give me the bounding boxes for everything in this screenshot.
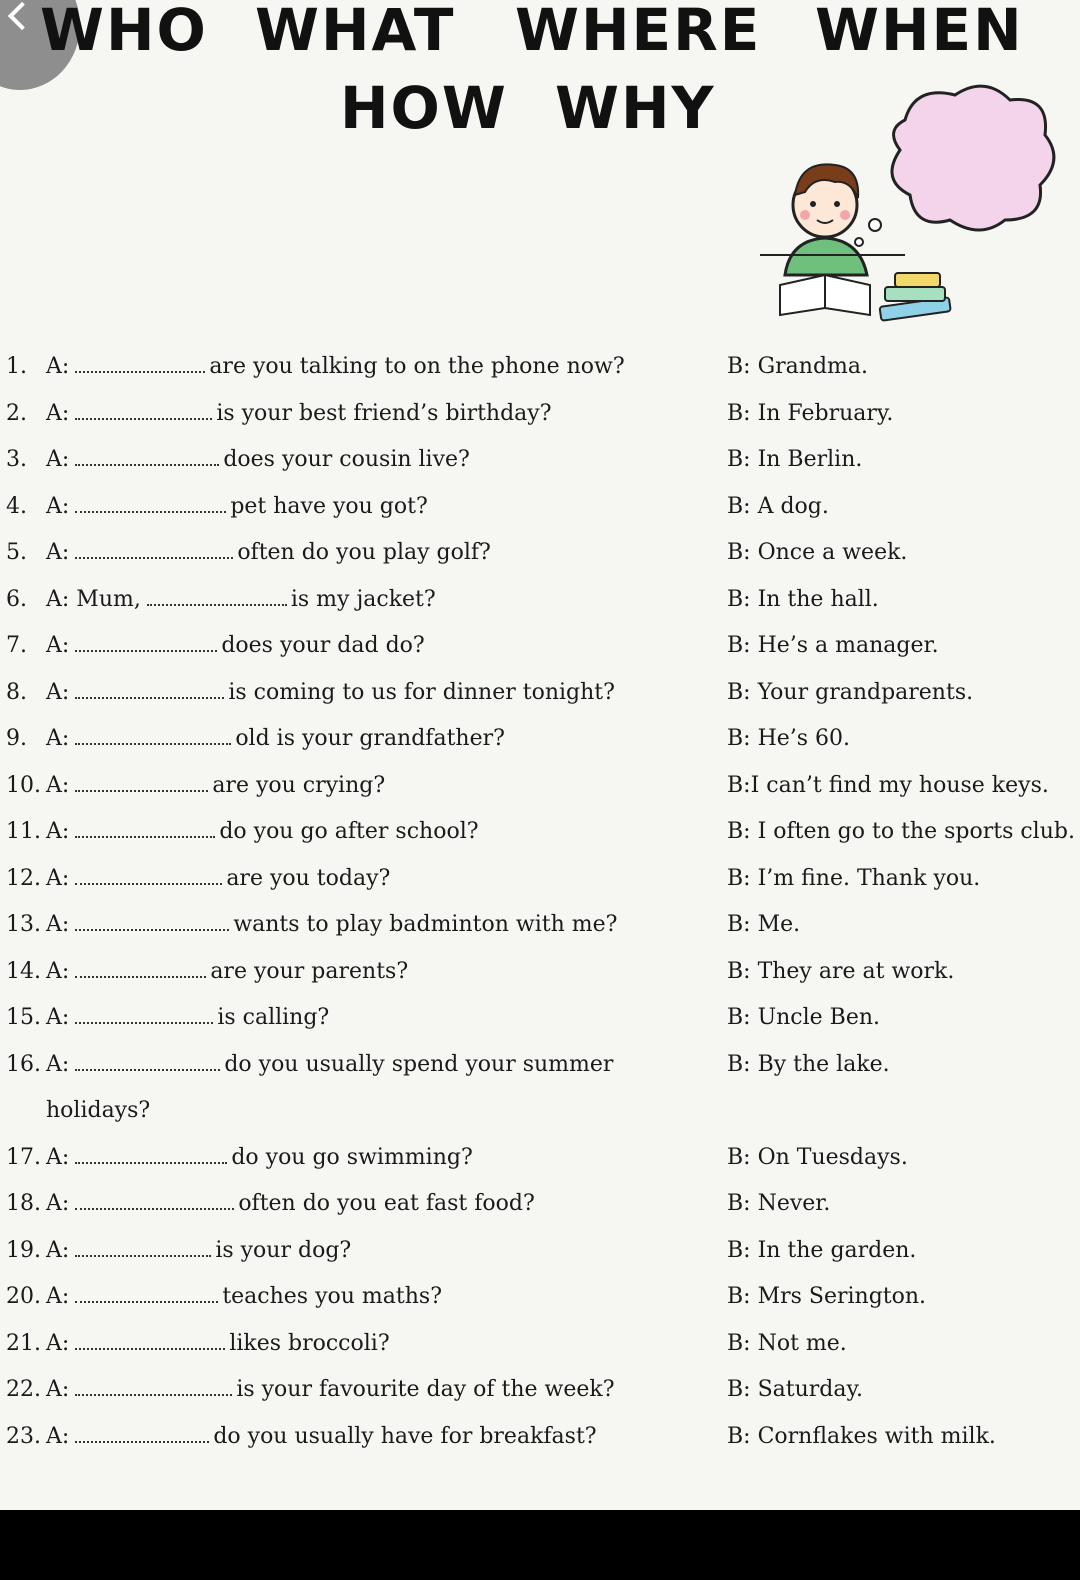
speaker-label: A: [46, 1284, 70, 1309]
answer-blank[interactable] [75, 1239, 211, 1257]
title-word: WHAT [255, 0, 456, 64]
item-number: 23. [6, 1423, 41, 1449]
answer-blank[interactable] [75, 448, 219, 466]
answer-text: B: He’s 60. [727, 726, 851, 751]
answer-text: B: A dog. [727, 493, 829, 519]
exercise-row [0, 629, 1080, 676]
question-text: is my jacket? [290, 586, 436, 612]
exercise-row [0, 443, 1080, 490]
question [46, 773, 385, 798]
answer-blank[interactable] [75, 541, 233, 559]
answer-blank[interactable] [75, 1332, 225, 1350]
answer-blank[interactable] [147, 588, 287, 606]
question [46, 866, 390, 891]
title-word: WHERE [515, 0, 762, 64]
question-text: often do you play golf? [237, 540, 491, 565]
exercise-row [0, 862, 1080, 909]
question [46, 912, 617, 937]
answer-blank[interactable] [75, 1378, 232, 1396]
speaker-label: A: [46, 1005, 70, 1030]
question-text: are your parents? [210, 958, 409, 984]
question [46, 447, 470, 472]
answer-blank[interactable] [75, 867, 222, 885]
speaker-label: A: [46, 865, 70, 891]
exercise-row [0, 1280, 1080, 1327]
question [46, 401, 552, 426]
question [46, 819, 479, 844]
question-text: is coming to us for dinner tonight? [228, 679, 615, 705]
answer-text: B:I can’t find my house keys. [727, 772, 1049, 798]
answer-text: B: In the garden. [727, 1237, 917, 1263]
question [46, 354, 625, 379]
question [46, 1377, 615, 1402]
answer-blank[interactable] [75, 774, 208, 792]
exercise-row [0, 955, 1080, 1002]
item-number: 17. [6, 1144, 41, 1170]
speaker-label: A: [46, 1051, 70, 1077]
speaker-label: A: [46, 1423, 70, 1449]
question-text: wants to play badminton with me? [233, 912, 618, 937]
answer-blank[interactable] [75, 634, 217, 652]
answer-blank[interactable] [75, 402, 212, 420]
question-text: are you crying? [212, 772, 386, 798]
answer-blank[interactable] [75, 681, 224, 699]
answer-blank[interactable] [75, 1006, 213, 1024]
answer-text: B: Mrs Serington. [727, 1284, 927, 1309]
exercise-row-continuation [0, 1094, 1080, 1141]
answer-text: B: Never. [727, 1191, 831, 1216]
answer-blank[interactable] [75, 820, 215, 838]
boy-reading-illustration [755, 80, 1065, 340]
answer-text: B: Grandma. [727, 354, 869, 379]
exercise-row [0, 908, 1080, 955]
answer-blank[interactable] [75, 1146, 227, 1164]
question [46, 680, 615, 705]
question-text: is your dog? [215, 1237, 352, 1263]
answer-text: B: Your grandparents. [727, 679, 974, 705]
item-number: 11. [6, 819, 41, 844]
exercise-row [0, 1187, 1080, 1234]
answer-text: B: Me. [727, 912, 801, 937]
question [46, 1424, 597, 1449]
speaker-label: A: [46, 912, 70, 937]
exercise-row [0, 1373, 1080, 1420]
exercise-list [0, 350, 1080, 1466]
answer-text: B: In Berlin. [727, 447, 863, 472]
speaker-label: A: [46, 400, 70, 426]
item-number: 3. [6, 447, 27, 472]
exercise-row [0, 1048, 1080, 1095]
speaker-label: A: [46, 958, 70, 984]
question [46, 1145, 473, 1170]
title-word: WHEN [815, 0, 1024, 64]
answer-text: B: In the hall. [727, 586, 879, 612]
question [46, 1191, 535, 1216]
item-number: 12. [6, 865, 41, 891]
question-continuation: holidays? [46, 1098, 151, 1123]
answer-blank[interactable] [75, 727, 231, 745]
speaker-label: A: [46, 447, 70, 472]
question [46, 1052, 613, 1077]
question [46, 959, 408, 984]
answer-text: B: He’s a manager. [727, 633, 939, 658]
question-text: likes broccoli? [229, 1330, 390, 1356]
chevron-left-icon [8, 2, 36, 30]
speaker-label: A: [46, 540, 70, 565]
question-text: is your favourite day of the week? [236, 1377, 615, 1402]
exercise-row [0, 1420, 1080, 1467]
exercise-row [0, 676, 1080, 723]
answer-blank[interactable] [75, 1425, 209, 1443]
question [46, 587, 436, 612]
answer-text: B: On Tuesdays. [727, 1144, 908, 1170]
exercise-row [0, 1234, 1080, 1281]
answer-blank[interactable] [75, 495, 226, 513]
item-number: 6. [6, 586, 27, 612]
item-number: 9. [6, 726, 27, 751]
item-number: 7. [6, 633, 27, 658]
title-word: WHO [40, 0, 208, 64]
speaker-label: A: [46, 679, 70, 705]
question-text: do you go swimming? [231, 1144, 473, 1170]
answer-text: B: Cornflakes with milk. [727, 1423, 996, 1449]
item-number: 16. [6, 1051, 41, 1077]
exercise-row [0, 1001, 1080, 1048]
question-text: often do you eat fast food? [238, 1191, 535, 1216]
exercise-row [0, 536, 1080, 583]
item-number: 5. [6, 540, 27, 565]
item-number: 19. [6, 1237, 41, 1263]
speaker-label: A: [46, 1191, 70, 1216]
answer-blank[interactable] [75, 355, 205, 373]
speaker-label: A: [46, 1237, 70, 1263]
answer-blank[interactable] [75, 1053, 220, 1071]
exercise-row [0, 722, 1080, 769]
answer-text: B: They are at work. [727, 958, 955, 984]
question [46, 540, 491, 565]
question-text: old is your grandfather? [235, 726, 505, 751]
item-number: 2. [6, 400, 27, 426]
answer-blank[interactable] [75, 1192, 234, 1210]
item-number: 13. [6, 912, 41, 937]
speaker-label: A: [46, 1144, 70, 1170]
item-number: 8. [6, 679, 27, 705]
answer-text: B: I often go to the sports club. [727, 819, 1075, 844]
item-number: 15. [6, 1005, 41, 1030]
item-number: 10. [6, 772, 41, 798]
question-text: is calling? [217, 1005, 330, 1030]
item-number: 18. [6, 1191, 41, 1216]
exercise-row [0, 397, 1080, 444]
exercise-row [0, 583, 1080, 630]
answer-blank[interactable] [75, 1285, 218, 1303]
item-number: 1. [6, 354, 27, 379]
title-word: HOW [340, 74, 508, 142]
question [46, 726, 505, 751]
speaker-label: A: [46, 726, 70, 751]
answer-text: B: Not me. [727, 1330, 847, 1356]
title-word: WHY [555, 74, 716, 142]
speaker-label: A: [46, 633, 70, 658]
answer-blank[interactable] [75, 913, 229, 931]
question-text: do you usually have for breakfast? [213, 1423, 597, 1449]
speaker-label: A: [46, 1377, 70, 1402]
exercise-row [0, 490, 1080, 537]
speaker-label: A: [46, 1330, 70, 1356]
item-number: 4. [6, 493, 27, 519]
question [46, 1238, 351, 1263]
speaker-label: A: [46, 354, 70, 379]
exercise-row [0, 769, 1080, 816]
question [46, 1284, 442, 1309]
question-text: are you today? [226, 865, 391, 891]
speaker-label: A: [46, 819, 70, 844]
item-number: 21. [6, 1330, 41, 1356]
exercise-row [0, 1141, 1080, 1188]
answer-text: B: Uncle Ben. [727, 1005, 881, 1030]
item-number: 22. [6, 1377, 41, 1402]
question [46, 1331, 390, 1356]
question-text: do you go after school? [219, 819, 479, 844]
item-number: 14. [6, 958, 41, 984]
question-text: do you usually spend your summer [224, 1051, 614, 1077]
speaker-label: A: [46, 493, 70, 519]
question-text: does your cousin live? [223, 447, 470, 472]
question-text: are you talking to on the phone now? [209, 354, 625, 379]
question-text: does your dad do? [221, 633, 425, 658]
thought-cloud [892, 86, 1054, 230]
exercise-row [0, 815, 1080, 862]
question [46, 494, 428, 519]
answer-text: B: Once a week. [727, 540, 908, 565]
question [46, 1005, 329, 1030]
answer-text: B: I’m fine. Thank you. [727, 865, 981, 891]
exercise-row [0, 1327, 1080, 1374]
answer-text: B: By the lake. [727, 1051, 890, 1077]
speaker-label: A: Mum, [46, 586, 141, 612]
item-number: 20. [6, 1284, 41, 1309]
speaker-label: A: [46, 772, 70, 798]
question-text: pet have you got? [230, 493, 428, 519]
exercise-row [0, 350, 1080, 397]
answer-text: B: In February. [727, 400, 894, 426]
answer-blank[interactable] [75, 960, 206, 978]
answer-text: B: Saturday. [727, 1377, 863, 1402]
question-text: teaches you maths? [222, 1284, 442, 1309]
question-text: is your best friend’s birthday? [216, 400, 552, 426]
question [46, 633, 425, 658]
